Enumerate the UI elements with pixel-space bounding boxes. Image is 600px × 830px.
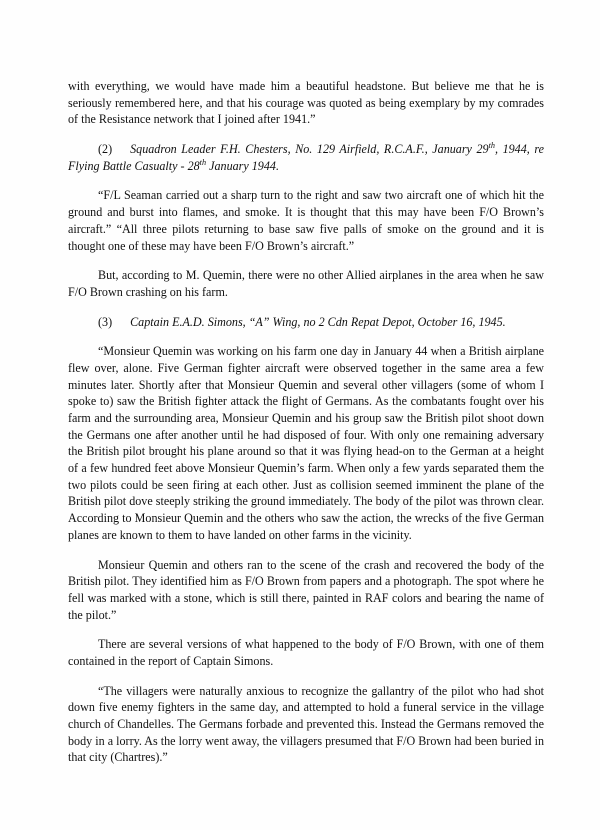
paragraph-text: Monsieur Quemin and others ran to the scene of the crash and recovered the body of the British pilot. They identified him as F/O Brown from papers and a photograph. The spot where he fell was marked with a stone, which is still there, painted in RAF colors and bearing the name of the pilot.”: [68, 557, 544, 622]
document-body: [68, 78, 544, 766]
paragraph-text: “The villagers were naturally anxious to recognize the gallantry of the pilot who had shot down five enemy fighters in the same day, and attempted to hold a funeral service in the village church of Chandelles. The Germans forbade and prevented this. Instead the Germans removed the body in a lorry. As the lorry went away, the villagers presumed that F/O Brown had been buried in that city (Chartres).”: [68, 683, 544, 765]
citation-3-simons: [68, 314, 544, 331]
citation-number: (2): [98, 142, 113, 157]
paragraph-fl-seaman-account: [68, 187, 544, 254]
paragraph-text: But, according to M. Quemin, there were no other Allied airplanes in the area when he saw F/O Brown crashing on his farm.: [68, 268, 544, 299]
citation-ordinal-suffix-2: th: [199, 157, 207, 167]
citation-2-chesters: [68, 141, 544, 174]
paragraph-text: There are several versions of what happened to the body of F/O Brown, with one of them contained in the report of Captain Simons.: [68, 637, 544, 668]
citation-text-part1: Captain E.A.D. Simons, “A” Wing, no 2 Cdn Repat Depot, October 16, 1945.: [130, 314, 506, 329]
citation-text-part1: Squadron Leader F.H. Chesters, No. 129 Airfield, R.C.A.F., January 29: [130, 142, 489, 157]
paragraph-quemin-farm-narrative: [68, 343, 544, 543]
citation-text-part2: , 1944, re Flying Battle Casualty - 28: [68, 142, 544, 173]
paragraph-quemin-no-other-allied: [68, 267, 544, 300]
citation-text-part3: January 1944.: [206, 158, 279, 173]
paragraph-villagers-funeral: [68, 683, 544, 766]
citation-number: (3): [98, 314, 113, 329]
citation-ordinal-suffix-1: th: [488, 141, 495, 151]
paragraph-recovery-of-body: [68, 557, 544, 624]
paragraph-text: “F/L Seaman carried out a sharp turn to the right and saw two aircraft one of which hit the ground and burst into flames, and smoke. It is thought that this may have been F/O Brown’s aircraft.” “All three pilots returning to base saw five palls of smoke on the ground and it is thought one of these may have been F/O Brown’s aircraft.”: [68, 188, 544, 253]
paragraph-several-versions: [68, 636, 544, 669]
paragraph-text: “Monsieur Quemin was working on his farm one day in January 44 when a British airplane flew over, alone. Five German fighter aircraft were observed together in the same area a few minutes later. Shortly after that Monsieur Quemin and several other villagers (some of whom I spoke to) saw the British fighter attack the flight of Germans. As the combatants fought over his farm and the surrounding area, Monsieur Quemin and his group saw the British pilot shoot down the Germans one after another until he had disposed of four. With only one remaining adversary the British pilot brought his plane around so that it was flying head-on to the German at a height of a few hundred feet above Monsieur Quemin’s farm. When only a few yards separated them the two pilots could be seen firing at each other. Just as collision seemed imminent the plane of the British pilot dove steeply striking the ground immediately. The body of the pilot was thrown clear. According to Monsieur Quemin and the others who saw the action, the wrecks of the five German planes are known to them to have landed on other farms in the vicinity.: [68, 344, 544, 542]
paragraph-headstone-remembrance: with everything, we would have made him a beautiful headstone. But believe me that he is seriously remembered here, and that his courage was quoted as being exemplary by my comrades of the Resistance network that I joined after 1941.”: [68, 79, 544, 127]
